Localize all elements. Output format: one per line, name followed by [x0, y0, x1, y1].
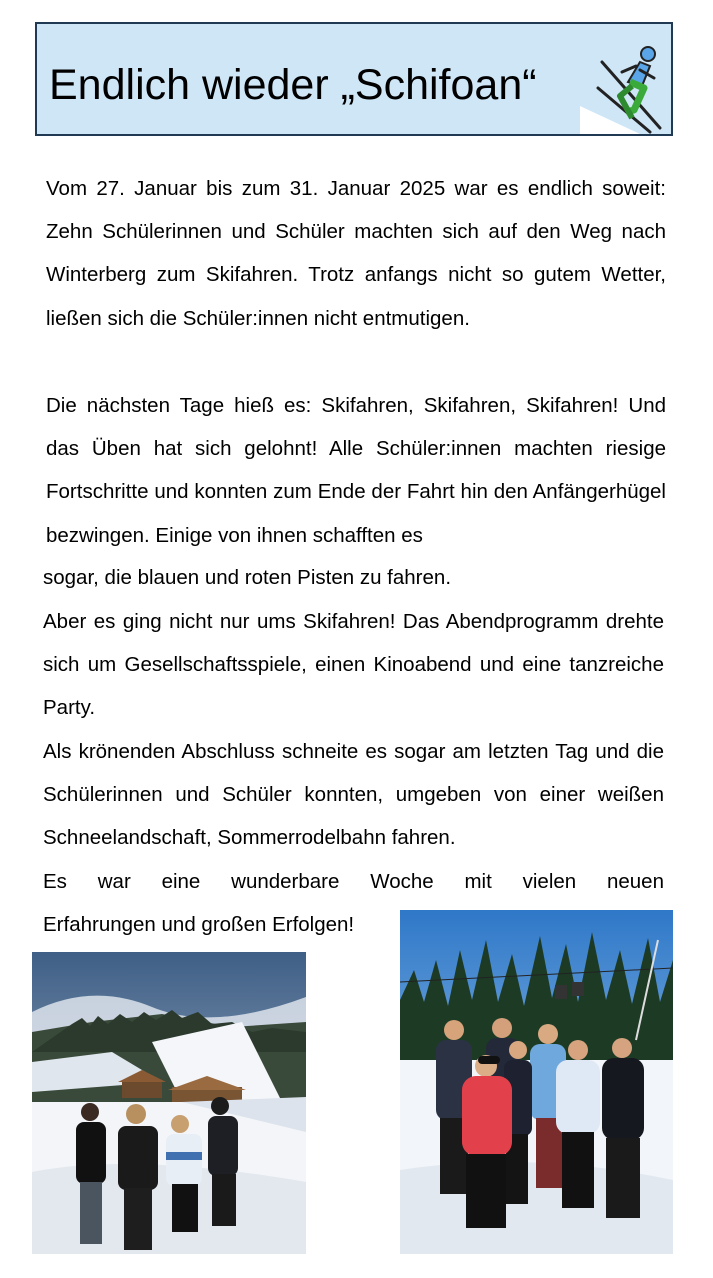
paragraph-summary: Es war eine wunderbare Woche mit vielen neuen — [43, 870, 664, 893]
paragraph-progress-end: sogar, die blauen und roten Pisten zu fahren. — [43, 566, 452, 589]
skier-icon — [580, 42, 664, 134]
paragraph-finale: Als krönenden Abschluss schneite es sogar am letzten Tag und die Schülerinnen und Schüler konnten, umgeben von einer weißen Schneelandschaft, Sommerrodelbahn fahren. — [43, 740, 664, 850]
paragraph-summary-end: Erfahrungen und großen Erfolgen! — [43, 913, 355, 936]
paragraph-evening: Aber es ging nicht nur ums Skifahren! Das Abendprogramm drehte sich um Gesellschaftsspiele, einen Kinoabend und eine tanzreiche Party. — [43, 610, 664, 720]
photo-group — [400, 910, 673, 1254]
photo-ski-slope — [32, 952, 306, 1254]
paragraph-progress: Die nächsten Tage hieß es: Skifahren, Skifahren, Skifahren! Und das Üben hat sich gelohnt! Alle Schüler:innen machten riesige Fortschritte und konnten zum Ende der Fahrt hin den Anfängerhügel bezwingen. Einige von ihnen schafften es — [46, 394, 666, 547]
page-title: Endlich wieder „Schifoan“ — [49, 61, 537, 109]
title-banner — [35, 22, 673, 136]
paragraph-intro: Vom 27. Januar bis zum 31. Januar 2025 war es endlich soweit: Zehn Schülerinnen und Schüler machten sich auf den Weg nach Winterberg zum Skifahren. Trotz anfangs nicht so gutem Wetter, ließen sich die Schüler:innen nicht entmutigen. — [46, 177, 666, 330]
